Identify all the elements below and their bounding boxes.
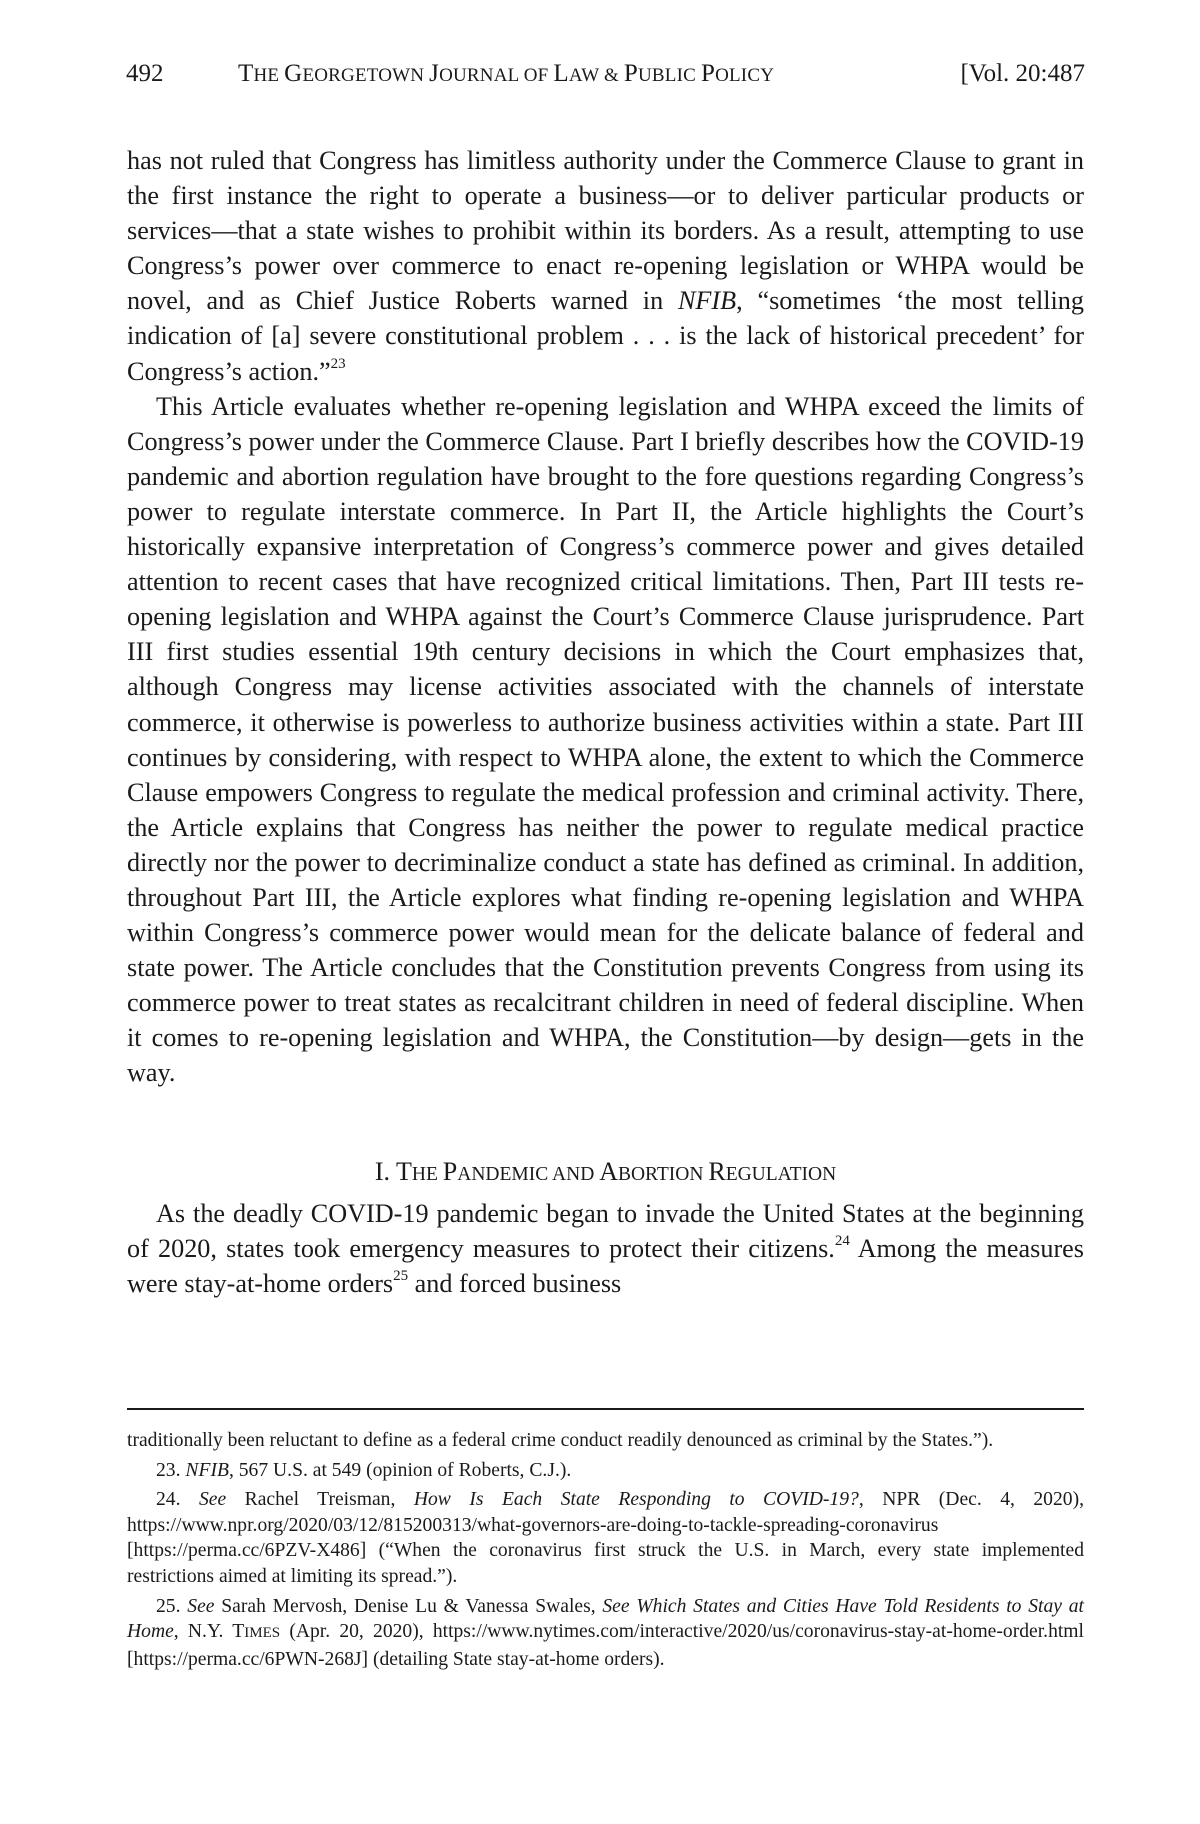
- footnotes: [127, 1428, 1084, 1676]
- case-name: NFIB: [677, 286, 737, 316]
- volume-citation: [Vol. 20:487: [960, 60, 1085, 87]
- footnote-divider: [127, 1408, 1084, 1410]
- journal-title: THE GEORGETOWN JOURNAL OF LAW & PUBLIC POLICY: [238, 60, 775, 87]
- body-paragraph-2: This Article evaluates whether re-opening legislation and WHPA exceed the limits of Congress’s power under the Commerce Clause. Part I briefly describes how the COVID-19 pandemic and abortion regulation have brought to the fore questions regarding Congress’s power to regulate interstate commerce. In Part II, the Article highlights the Court’s historically expansive interpretation of Congress’s commerce power and gives detailed attention to recent cases that have recognized critical limitations. Then, Part III tests re-opening legislation and WHPA against the Court’s Commerce Clause jurisprudence. Part III first studies essential 19th century decisions in which the Court emphasizes that, although Congress may license activities associated with the channels of interstate commerce, it otherwise is powerless to authorize business activities within a state. Part III continues by considering, with respect to WHPA alone, the extent to which the Commerce Clause empowers Congress to regulate the medical profession and criminal activity. There, the Article explains that Congress has neither the power to regulate medical practice directly nor the power to decriminalize conduct a state has defined as criminal. In addition, throughout Part III, the Article explores what finding re-opening legislation and WHPA within Congress’s commerce power would mean for the delicate balance of federal and state power. The Article concludes that the Constitution prevents Congress from using its commerce power to treat states as recalcitrant children in need of federal discipline. When it comes to re-opening legislation and WHPA, the Constitution—by design—gets in the way.: [127, 391, 1084, 1088]
- footnote-24: 24. See Rachel Treisman, How Is Each State Responding to COVID-19?, NPR (Dec. 4, 2020), https://www.npr.org/2020/03/12/815200313/what-governors-are-doing-to-tackle-spreading-coronavirus [https://perma.cc/6PZV-X486] (“When the coronavirus first struck the U.S. in March, every state implemented restrictions aimed at limiting its spread.”).: [127, 1489, 1084, 1587]
- section-paragraph-1: As the deadly COVID-19 pandemic began to invade the United States at the beginning of 2020, states took emergency measures to protect their citizens.$^{24}$ Among the measures were stay-at-home orders$^{25}$ and forced business: [127, 1199, 1084, 1299]
- footnote-continued: traditionally been reluctant to define as a federal crime conduct readily denounced as criminal by the States.”).: [127, 1430, 994, 1451]
- footnote-ref-23[interactable]: 23: [330, 355, 346, 372]
- footnote-ref-25[interactable]: 25: [393, 1268, 409, 1285]
- body-paragraph-1: has not ruled that Congress has limitless authority under the Commerce Clause to grant in the first instance the right to operate a business—or to deliver particular products or services—that a state wishes to prohibit within its borders. As a result, attempting to use Congress’s power over commerce to enact re-opening legislation or WHPA would be novel, and as Chief Justice Roberts warned in NFIB, “sometimes ‘the most telling indication of [a] severe constitutional problem . . . is the lack of historical precedent’ for Congress’s action.”$^{23}$: [127, 146, 1084, 386]
- page-number: 492: [126, 60, 164, 87]
- footnote-ref-24[interactable]: 24: [834, 1233, 850, 1250]
- body-text: [127, 143, 1084, 1091]
- footnote-23: 23. NFIB, 567 U.S. at 549 (opinion of Roberts, C.J.).: [156, 1459, 572, 1481]
- footnote-25: 25. See Sarah Mervosh, Denise Lu & Vanessa Swales, See Which States and Cities Have Told Residents to Stay at Home, N.Y. TIMES (Apr. 20, 2020), https://www.nytimes.com/interactive/2020/us/coronavirus-stay-at-home-order.html [https://perma.cc/6PWN-268J] (detailing State stay-at-home orders).: [127, 1595, 1084, 1670]
- running-head: [126, 54, 1085, 94]
- section-body: [127, 1196, 1084, 1301]
- section-heading: I. THE PANDEMIC AND ABORTION REGULATION: [374, 1157, 837, 1186]
